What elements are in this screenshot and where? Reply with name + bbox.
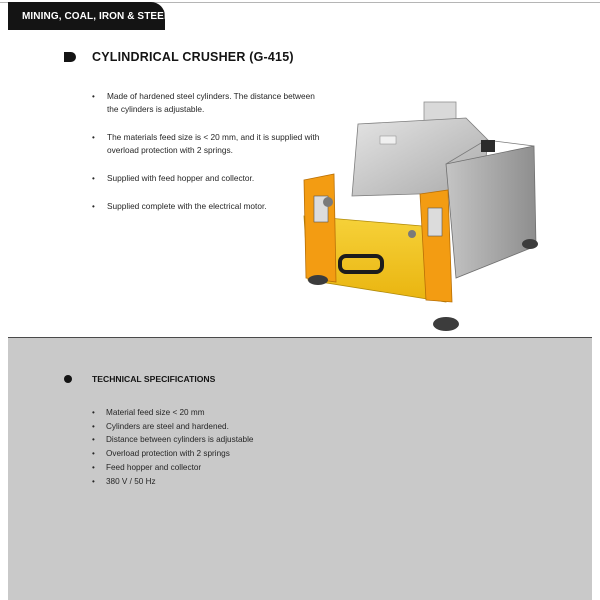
spec-item: • Distance between cylinders is adjustable bbox=[92, 433, 392, 447]
specifications-heading bbox=[64, 374, 215, 384]
technical-specifications-panel bbox=[8, 337, 592, 600]
feature-item: • Supplied with feed hopper and collector. bbox=[92, 172, 322, 185]
specifications-title: TECHNICAL SPECIFICATIONS bbox=[92, 374, 216, 384]
heading-marker-icon bbox=[64, 52, 76, 62]
specifications-list bbox=[92, 406, 392, 488]
feature-item: • The materials feed size is < 20 mm, and it is supplied with overload protection with 2 springs. bbox=[92, 131, 322, 157]
spec-item: • 380 V / 50 Hz bbox=[92, 475, 392, 489]
spec-item: • Overload protection with 2 springs bbox=[92, 447, 392, 461]
feature-item: • Supplied complete with the electrical motor. bbox=[92, 200, 322, 213]
spec-item: • Feed hopper and collector bbox=[92, 461, 392, 475]
product-heading bbox=[64, 50, 294, 64]
spec-item: • Cylinders are steel and hardened. bbox=[92, 420, 392, 434]
bullet-dot-icon bbox=[64, 375, 72, 383]
crusher-photo bbox=[296, 96, 546, 336]
feature-item: • Made of hardened steel cylinders. The distance between the cylinders is adjustable. bbox=[92, 90, 322, 116]
section-tab bbox=[8, 2, 171, 30]
product-title: CYLINDRICAL CRUSHER (G-415) bbox=[92, 50, 294, 64]
spec-item: • Material feed size < 20 mm bbox=[92, 406, 392, 420]
section-tab-label: MINING, COAL, IRON & STEEL bbox=[22, 10, 171, 22]
feature-list bbox=[92, 90, 322, 213]
